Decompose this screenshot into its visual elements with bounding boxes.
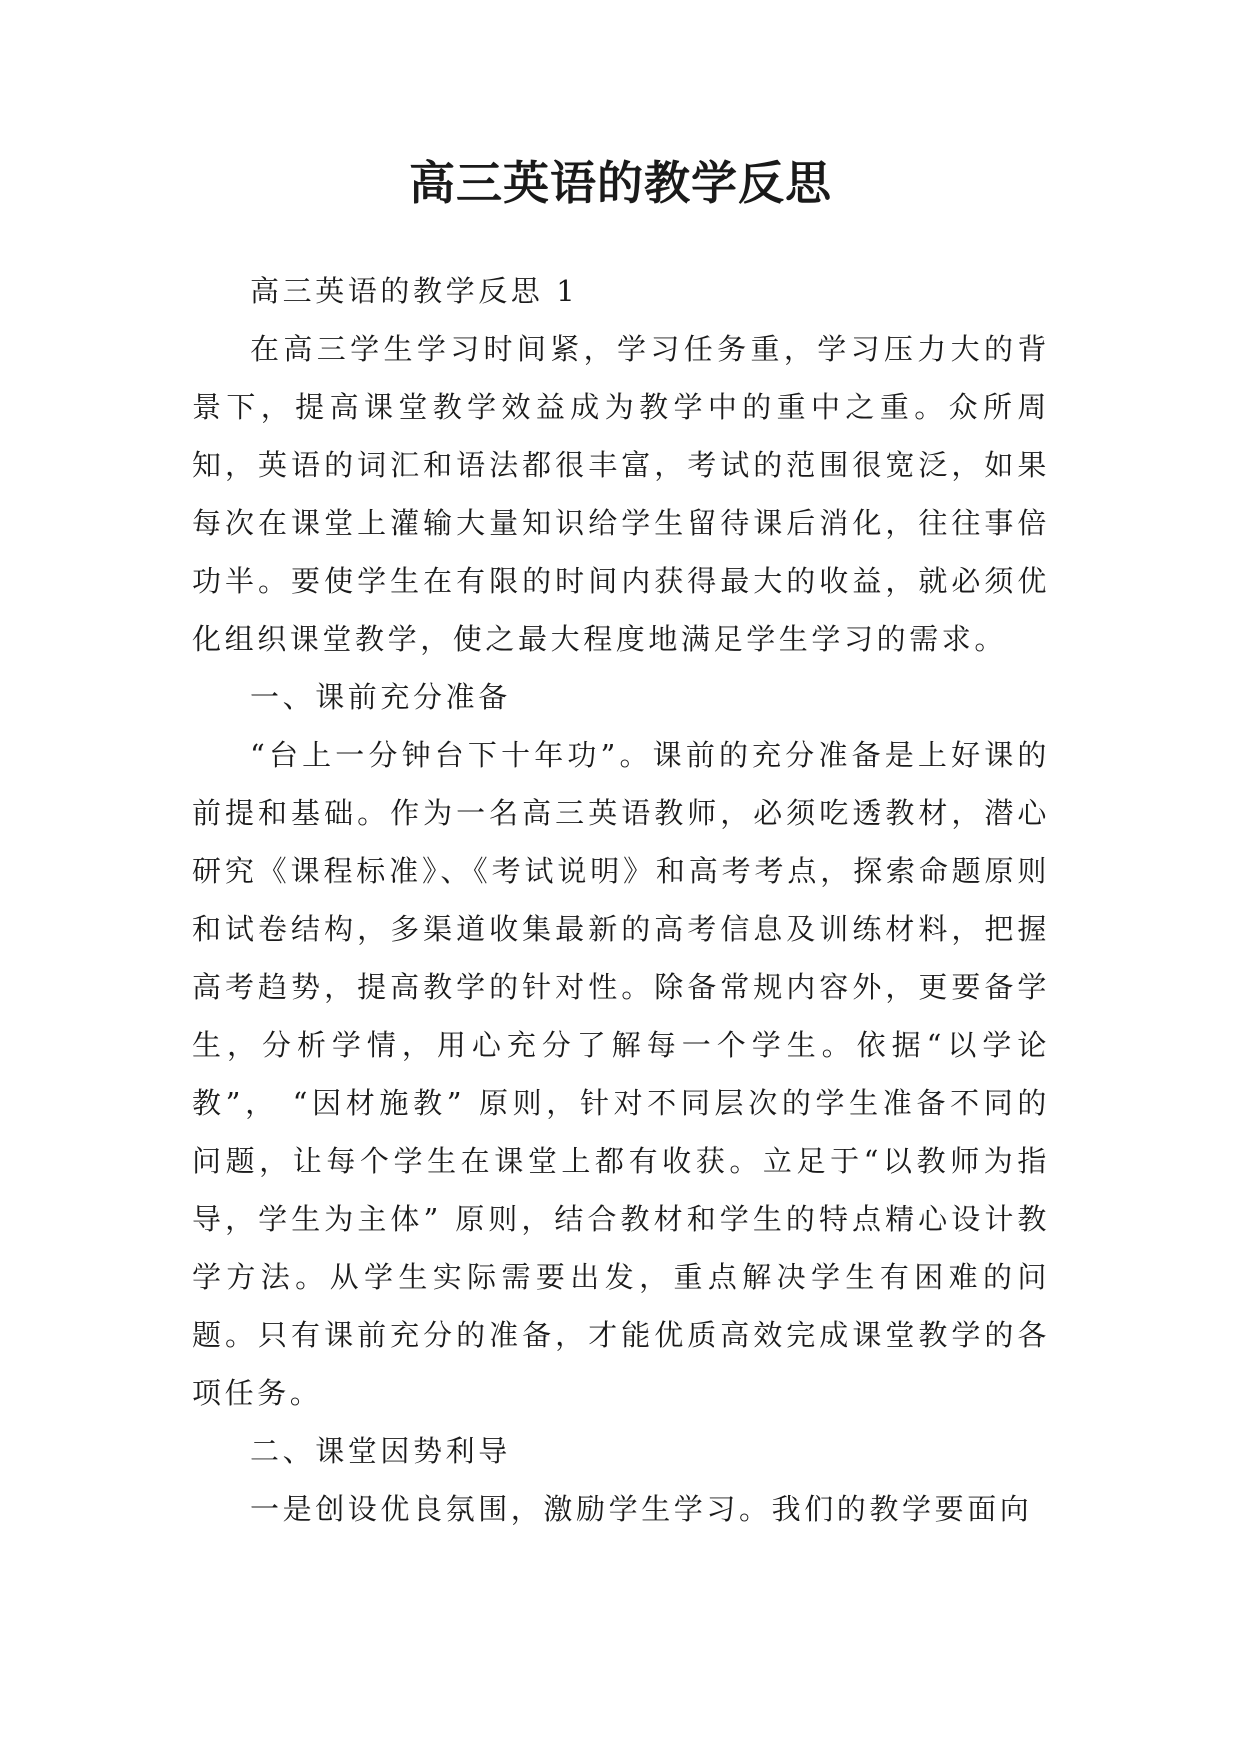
paragraph-intro: 在高三学生学习时间紧，学习任务重，学习压力大的背景下，提高课堂教学效益成为教学中的重中之重。众所周知，英语的词汇和语法都很丰富，考试的范围很宽泛，如果每次在课堂上灌输大量知识给学生留待课后消化，往往事倍功半。要使学生在有限的时间内获得最大的收益，就必须优化组织课堂教学，使之最大程度地满足学生学习的需求。 bbox=[192, 332, 1050, 656]
paragraph-classroom: 一是创设优良氛围，激励学生学习。我们的教学要面向 bbox=[250, 1492, 1033, 1526]
section-heading-1: 高三英语的教学反思 1 bbox=[250, 274, 579, 308]
document-body bbox=[192, 262, 1050, 1538]
paragraph-prep: “台上一分钟台下十年功”。课前的充分准备是上好课的前提和基础。作为一名高三英语教师，必须吃透教材，潜心研究《课程标准》、《考试说明》和高考考点，探索命题原则和试卷结构，多渠道收集最新的高考信息及训练材料，把握高考趋势，提高教学的针对性。除备常规内容外，更要备学生，分析学情，用心充分了解每一个学生。依据“以学论教”， “因材施教” 原则，针对不同层次的学生准备不同的问题，让每个学生在课堂上都有收获。立足于“以教师为指导，学生为主体” 原则，结合教材和学生的特点精心设计教学方法。从学生实际需要出发，重点解决学生有困难的问题。只有课前充分的准备，才能优质高效完成课堂教学的各项任务。 bbox=[192, 738, 1050, 1410]
section-heading-classroom: 二、课堂因势利导 bbox=[250, 1434, 511, 1468]
section-heading-prep: 一、课前充分准备 bbox=[250, 680, 511, 714]
document-title: 高三英语的教学反思 bbox=[409, 156, 832, 210]
